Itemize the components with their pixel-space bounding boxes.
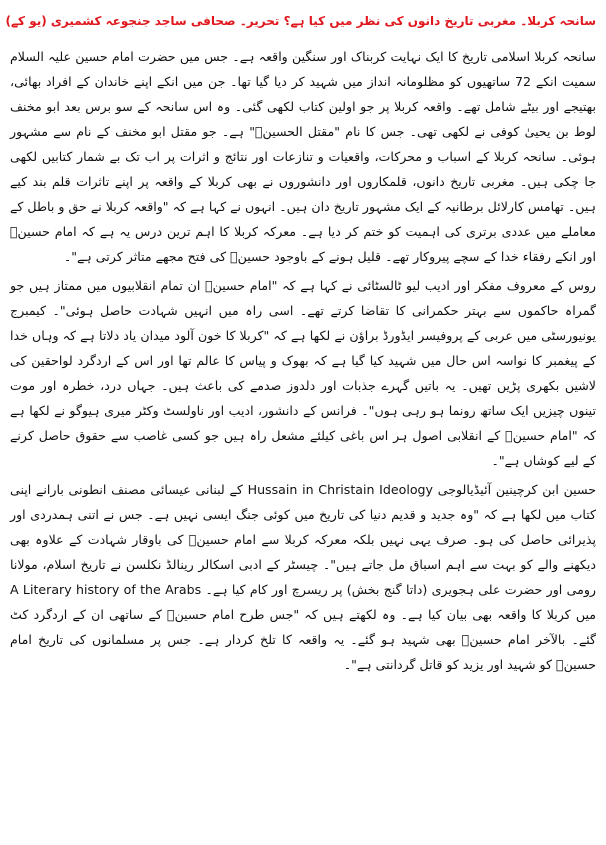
paragraph-intro: سانحہ کربلا اسلامی تاریخ کا ایک نہایت کربناک اور سنگین واقعہ ہے۔ جس میں حضرت امام حسین علیہ السلام سمیت انکے 72 ساتھیوں کو مظلومانہ انداز میں شہید کر دیا گیا تھا۔ جن میں انکے اپنے خاندان کے افراد بھائی، بھتیجے اور بیٹے شامل تھے۔ واقعہ کربلا پر جو اولین کتاب لکھی گئی۔ وہ اس سانحہ کے سو برس بعد ابو مخنف لوط بن یحییٰ کوفی نے لکھی تھی۔ جس کا نام "مقتل الحسینؑ" ہے۔ جو مقتل ابو مخنف کے نام سے مشہور ہوئی۔ سانحہ کربلا کے اسباب و محرکات، واقعیات و تنازعات اور نتائج و اثرات پر اب تک بے شمار کتابیں لکھی جا چکی ہیں۔ مغربی تاریخ دانوں، قلمکاروں اور دانشوروں نے بھی کربلا کے واقعہ پر اپنے تاثرات قلم بند کیے ہیں۔ تھامس کارلائل برطانیہ کے ایک مشہور تاریخ دان ہیں۔ انہوں نے کہا ہے کہ "واقعہ کربلا نے حق و باطل کے معاملے میں عددی برتری کی اہمیت کو ختم کر دیا ہے۔ معرکہ کربلا کا اہم ترین درس یہ ہے کہ امام حسینؑ اور انکے رفقاء خدا کے سچے پیروکار تھے۔ قلیل ہونے کے باوجود حسینؑ کی فتح مجھے متاثر کرتی ہے"۔ xyxy=(10,49,596,264)
paragraph-western-views: روس کے معروف مفکر اور ادیب لیو ٹالسٹائی نے کہا ہے کہ "امام حسینؑ ان تمام انقلابیوں میں ممتاز ہیں جو گمراہ حاکموں سے بہتر حکمرانی کا تقاضا کرتے تھے۔ اسی راہ میں انہیں شہادت حاصل ہوئی"۔ کیمبرج یونیورسٹی میں عربی کے پروفیسر ایڈورڈ براؤن نے لکھا ہے کہ "کربلا کا خون آلود میدان یاد دلاتا ہے کہ وہاں خدا کے پیغمبر کا نواسہ اس حال میں شہید کیا گیا ہے کہ بھوک و پیاس کا عالم تھا اور اس کے اردگرد لواحقین کی لاشیں بکھری پڑیں تھیں۔ یہ باتیں گہرے جذبات اور دلدوز صدمے کی باعث ہیں۔ جہاں درد، خطرہ اور موت تینوں چیزیں ایک ساتھ رونما ہو رہی ہوں"۔ فرانس کے دانشور، ادیب اور ناولسٹ وکٹر میری ہیوگو نے لکھا ہے کہ "امام حسینؑ کے انقلابی اصول ہر اس باغی کیلئے مشعل راہ ہیں جو کسی غاصب سے حقوق حاصل کرنے کے لیے کوشاں ہے"۔ xyxy=(10,278,596,468)
paragraph-authors: حسین ابن کرچینین آئیڈیالوجی Hussain in Christain Ideology کے لبنانی عیسائی مصنف انطونی بارانے اپنی کتاب میں لکھا ہے کہ "وہ جدید و قدیم دنیا کی تاریخ میں کوئی جنگ ایسی نہیں ہے۔ جس نے اتنی ہمدردی اور پذیرائی حاصل کی ہو۔ صرف یہی نہیں بلکہ معرکہ کربلا سے امام حسینؑ کی باوقار شہادت کے علاوہ بھی دیکھنے والے کو بہت سے اہم اسباق مل جاتے ہیں"۔ چیسٹر کے ادبی اسکالر رینالڈ نکلسن نے تاریخ اسلام، مولانا رومی اور حضرت علی ہجویری (داتا گنج بخش) پر ریسرچ اور کام کیا ہے۔ A Literary history of the Arabs میں کربلا کا واقعہ بھی بیان کیا ہے۔ وہ لکھتے ہیں کہ "جس طرح امام حسینؑ کے ساتھی ان کے اردگرد کٹ گئے۔ بالآخر امام حسینؑ بھی شہید ہو گئے۔ یہ واقعہ کا تلخ کردار ہے۔ جس پر مسلمانوں کی تاریخ امام حسینؑ کو شہید اور یزید کو قاتل گردانتی ہے"۔ xyxy=(10,482,597,672)
article-title: سانحہ کربلا۔ مغربی تاریخ دانوں کی نظر میں کیا ہے؟ تحریر۔ صحافی ساجد جنجوعہ کشمیری (یو کے) xyxy=(5,14,596,28)
